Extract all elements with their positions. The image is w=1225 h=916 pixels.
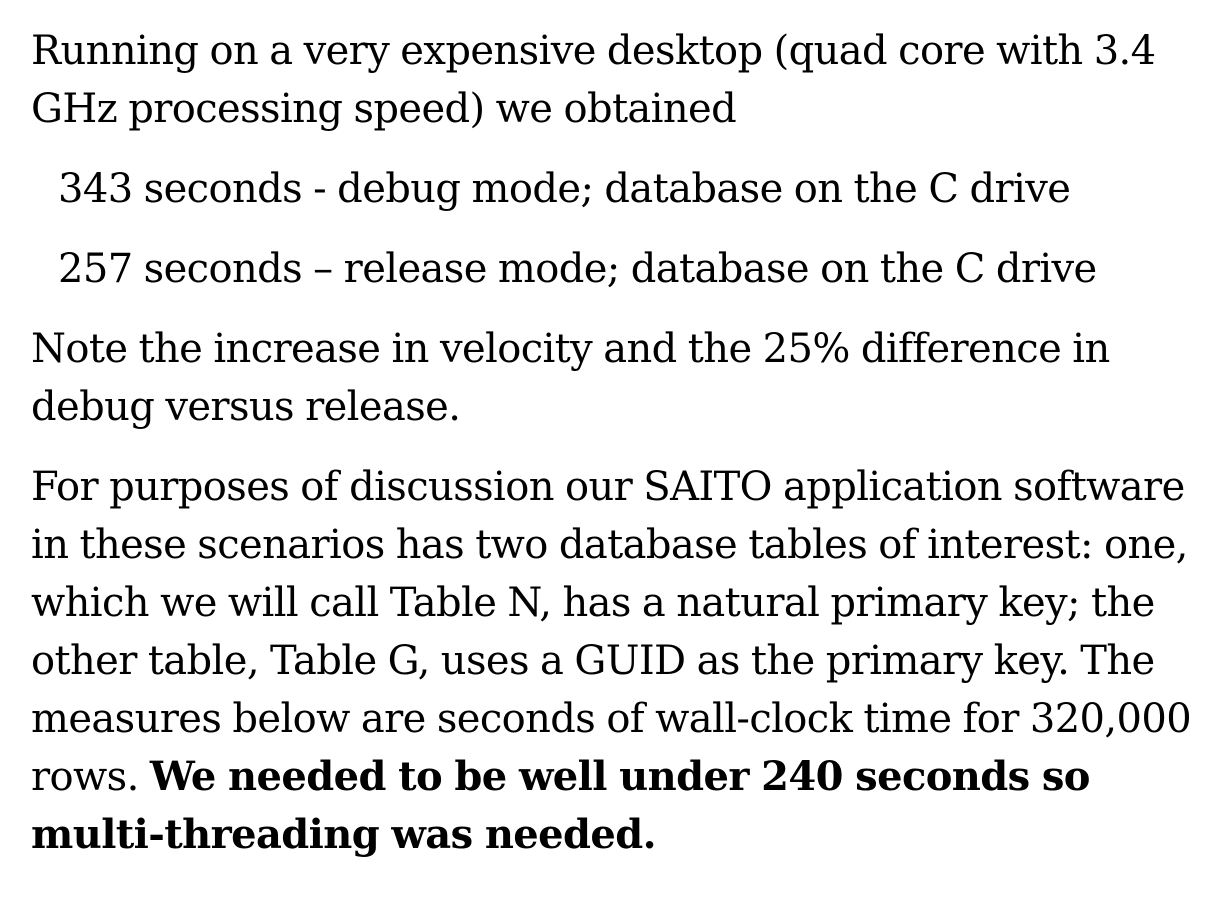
debug-mode-result: 343 seconds - debug mode; database on the C drive bbox=[58, 166, 1071, 212]
discussion-text: For purposes of discussion our SAITO application software in these scenarios has two database tables of interest: one, which we will call Table N, has a natural primary key; the other table, Table G, uses a GUID as the primary key. The measures below are seconds of wall-clock time for 320,000 rows. bbox=[31, 464, 1192, 800]
discussion-paragraph bbox=[31, 458, 1201, 864]
velocity-note-paragraph: Note the increase in velocity and the 25% difference in debug versus release. bbox=[31, 326, 1110, 430]
document-body bbox=[31, 22, 1201, 864]
release-mode-result: 257 seconds – release mode; database on the C drive bbox=[58, 246, 1097, 292]
intro-paragraph: Running on a very expensive desktop (quad core with 3.4 GHz processing speed) we obtained bbox=[31, 28, 1156, 132]
multithreading-conclusion: We needed to be well under 240 seconds so multi-threading was needed. bbox=[31, 753, 1090, 858]
